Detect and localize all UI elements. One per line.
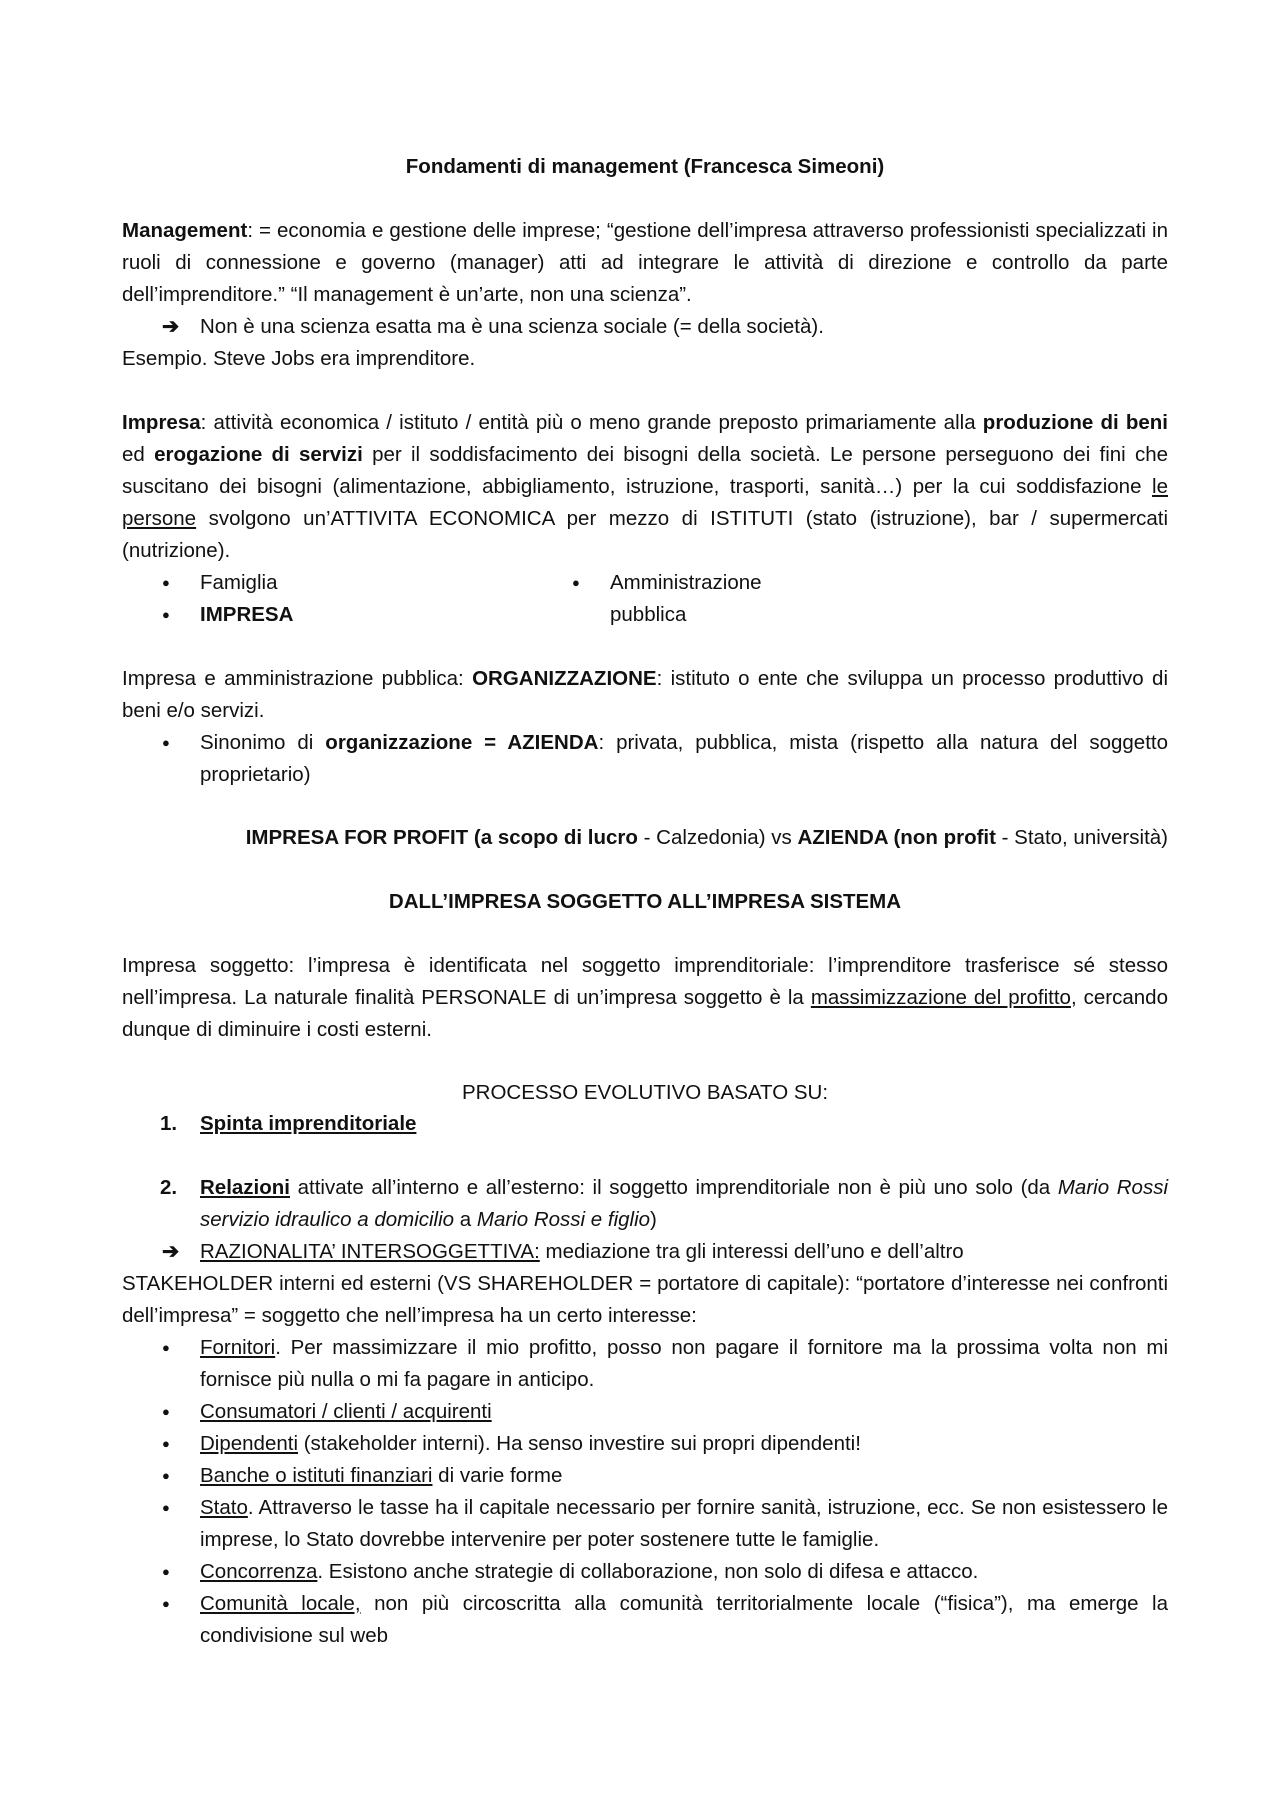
arrow-icon: ➔ bbox=[162, 1240, 180, 1263]
stakeholder-name: Stato bbox=[200, 1496, 248, 1519]
processo-heading: PROCESSO EVOLUTIVO BASATO SU: bbox=[461, 1081, 829, 1104]
profit-line bbox=[122, 822, 1168, 854]
item-2-term: Relazioni bbox=[200, 1176, 290, 1199]
management-section bbox=[122, 215, 1168, 375]
stakeholder-name: Consumatori / clienti / acquirenti bbox=[200, 1400, 492, 1423]
stakeholder-desc: . Per massimizzare il mio profitto, posso non pagare il fornitore ma la prossima volta non mi fornisce più nulla o mi fa pagare in anticipo. bbox=[200, 1336, 1168, 1391]
impresa-text-3: per il soddisfacimento dei bisogni della società. Le persone perseguono dei fini che suscitano dei bisogni (alimentazione, abbigliamento, istruzione, trasporti, sanità…) per la cui soddisfazione bbox=[122, 443, 1169, 498]
list-item: ● Famiglia bbox=[200, 567, 570, 599]
arrow-icon: ➔ bbox=[162, 315, 180, 338]
item-number: 2. bbox=[160, 1176, 178, 1199]
list-item: ● Amministrazione pubblica bbox=[610, 567, 790, 631]
org-bullet-text-2: : privata, pubblica, mista (rispetto alla natura del soggetto proprietario) bbox=[200, 731, 1168, 786]
stakeholder-name: Dipendenti bbox=[200, 1432, 299, 1455]
page-title: Fondamenti di management (Francesca Simeoni) bbox=[405, 155, 885, 178]
item-2-italic-2: Mario Rossi e figlio bbox=[476, 1208, 651, 1231]
stakeholder-definition: STAKEHOLDER interni ed esterni (VS SHAREHOLDER = portatore di capitale): “portatore d’interesse nei confronti dell’impresa” = soggetto che nell’impresa ha un certo interesse: bbox=[122, 1272, 1168, 1327]
impresa-text-2: ed bbox=[122, 443, 155, 466]
list-item bbox=[200, 1588, 1168, 1652]
impresa-bold-1: produzione di beni bbox=[982, 411, 1168, 434]
impresa-bold-2: erogazione di servizi bbox=[154, 443, 363, 466]
list-item: ● IMPRESA bbox=[200, 599, 570, 631]
org-bold: ORGANIZZAZIONE bbox=[472, 667, 657, 690]
stakeholder-desc: di varie forme bbox=[432, 1464, 563, 1487]
organizzazione-section bbox=[122, 663, 1168, 791]
profit-text-2: - Stato, università) bbox=[995, 826, 1168, 849]
profit-bold-1: IMPRESA FOR PROFIT (a scopo di lucro bbox=[245, 826, 638, 849]
impresa-text-4: svolgono un’ATTIVITA ECONOMICA per mezzo di ISTITUTI (stato (istruzione), bar / supermercati (nutrizione). bbox=[122, 507, 1168, 562]
impresa-text-1: : attività economica / istituto / entità più o meno grande preposto primariamente alla bbox=[200, 411, 983, 434]
impresa-underline: le persone bbox=[122, 475, 1168, 530]
list-item bbox=[200, 1428, 1168, 1460]
razionalita-note bbox=[122, 1236, 1168, 1268]
org-text-2: : istituto o ente che sviluppa un processo produttivo di beni e/o servizi. bbox=[122, 667, 1168, 722]
profit-text-1: - Calzedonia) vs bbox=[637, 826, 798, 849]
soggetto-text-2: , cercando dunque di diminuire i costi esterni. bbox=[122, 986, 1168, 1041]
profit-bold-2: AZIENDA (non profit bbox=[797, 826, 996, 849]
org-text-1: Impresa e amministrazione pubblica: bbox=[122, 667, 473, 690]
management-arrow-note bbox=[122, 311, 1168, 343]
org-bullet-text-1: Sinonimo di bbox=[200, 731, 326, 754]
list-item bbox=[200, 1460, 1168, 1492]
item-1-text: Spinta imprenditoriale bbox=[200, 1112, 417, 1135]
stakeholder-name: Concorrenza bbox=[200, 1560, 318, 1583]
org-bullet-bold: organizzazione = AZIENDA bbox=[325, 731, 599, 754]
section-title: DALL’IMPRESA SOGGETTO ALL’IMPRESA SISTEMA bbox=[388, 890, 902, 913]
razionalita-term: RAZIONALITA’ INTERSOGGETTIVA: bbox=[200, 1240, 540, 1263]
soggetto-underline: massimizzazione del profitto bbox=[810, 986, 1071, 1009]
razionalita-text: mediazione tra gli interessi dell’uno e dell’altro bbox=[539, 1240, 964, 1263]
list-item bbox=[200, 1396, 1168, 1428]
soggetto-text-1: Impresa soggetto: l’impresa è identificata nel soggetto imprenditoriale: l’imprenditore trasferisce sé stesso nell’impresa. La naturale finalità PERSONALE di un’impresa soggetto è la bbox=[122, 954, 1168, 1009]
list-item bbox=[200, 727, 1168, 791]
stakeholder-desc: . Attraverso le tasse ha il capitale necessario per fornire sanità, istruzione, ecc. Se non esistessero le imprese, lo Stato dovrebbe intervenire per poter sostenere tutte le famiglie. bbox=[200, 1496, 1168, 1551]
processo-item-1 bbox=[122, 1108, 1168, 1140]
item-2-text-3: ) bbox=[650, 1208, 657, 1231]
impresa-section bbox=[122, 407, 1168, 631]
arrow-text: Non è una scienza esatta ma è una scienza sociale (= della società). bbox=[200, 315, 824, 338]
item-2-italic-1: Mario Rossi servizio idraulico a domicilio bbox=[200, 1176, 1168, 1231]
management-definition: : = economia e gestione delle imprese; “gestione dell’impresa attraverso professionisti specializzati in ruoli di connessione e governo (manager) atti ad integrare le attività di direzione e controllo da parte dell’imprenditore.” “Il management è un’arte, non una scienza”. bbox=[122, 219, 1168, 306]
list-item bbox=[200, 1556, 1168, 1588]
soggetto-section bbox=[122, 950, 1168, 1046]
list-item bbox=[200, 1332, 1168, 1396]
item-2-text-2: a bbox=[454, 1208, 477, 1231]
stakeholder-name: Banche o istituti finanziari bbox=[200, 1464, 433, 1487]
item-number: 1. bbox=[160, 1112, 178, 1135]
stakeholder-name: Fornitori bbox=[200, 1336, 276, 1359]
impresa-term: Impresa bbox=[122, 411, 201, 434]
stakeholders-list bbox=[122, 1332, 1168, 1652]
management-term: Management bbox=[122, 219, 248, 242]
management-example: Esempio. Steve Jobs era imprenditore. bbox=[122, 347, 476, 370]
list-item bbox=[200, 1492, 1168, 1556]
processo-item-2 bbox=[122, 1172, 1168, 1332]
istituti-list bbox=[122, 567, 1168, 631]
stakeholder-desc: non più circoscritta alla comunità territorialmente locale (“fisica”), ma emerge la condivisione sul web bbox=[200, 1592, 1168, 1647]
item-2-text-1: attivate all’interno e all’esterno: il soggetto imprenditoriale non è più uno solo (da bbox=[290, 1176, 1058, 1199]
org-bullets bbox=[122, 727, 1168, 791]
stakeholder-desc: (stakeholder interni). Ha senso investire sui propri dipendenti! bbox=[298, 1432, 861, 1455]
stakeholder-desc: . Esistono anche strategie di collaborazione, non solo di difesa e attacco. bbox=[317, 1560, 979, 1583]
stakeholder-name: Comunità locale, bbox=[200, 1592, 361, 1615]
